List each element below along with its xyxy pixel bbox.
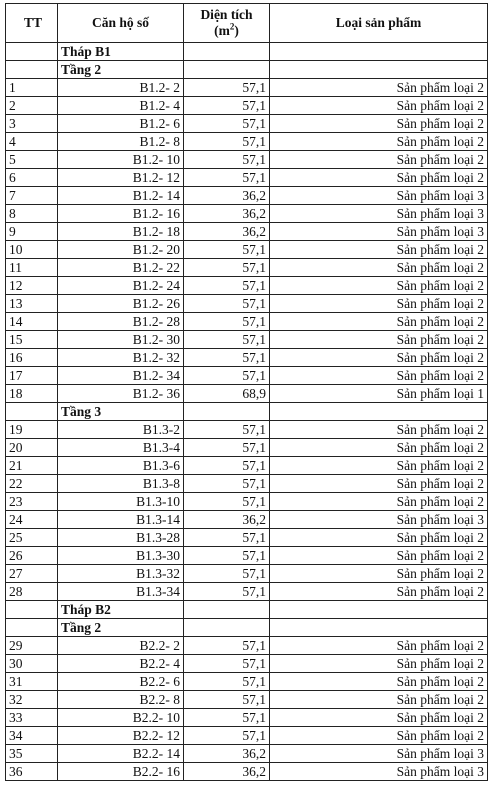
cell-unit: B2.2- 4	[58, 655, 184, 673]
cell-unit: B1.2- 20	[58, 241, 184, 259]
cell-unit: B2.2- 16	[58, 763, 184, 781]
table-row	[6, 511, 488, 529]
cell-area: 57,1	[184, 673, 270, 691]
cell-tt: 18	[6, 385, 58, 403]
cell-area: 57,1	[184, 241, 270, 259]
cell-unit: B1.2- 14	[58, 187, 184, 205]
cell-unit: B2.2- 14	[58, 745, 184, 763]
cell-unit: B1.2- 22	[58, 259, 184, 277]
cell-empty	[6, 61, 58, 79]
table-row	[6, 277, 488, 295]
cell-type: Sản phẩm loại 2	[270, 673, 488, 691]
table-row	[6, 151, 488, 169]
header-area-label: Diện tích	[200, 7, 253, 22]
cell-area: 36,2	[184, 205, 270, 223]
cell-type: Sản phẩm loại 2	[270, 709, 488, 727]
cell-unit: B1.3-34	[58, 583, 184, 601]
cell-tt: 20	[6, 439, 58, 457]
table-row	[6, 673, 488, 691]
cell-empty	[6, 619, 58, 637]
cell-tt: 5	[6, 151, 58, 169]
cell-type: Sản phẩm loại 2	[270, 259, 488, 277]
cell-type: Sản phẩm loại 2	[270, 493, 488, 511]
cell-area: 36,2	[184, 745, 270, 763]
cell-area: 57,1	[184, 313, 270, 331]
table-row	[6, 349, 488, 367]
cell-unit: B1.2- 36	[58, 385, 184, 403]
cell-type: Sản phẩm loại 2	[270, 277, 488, 295]
table-row	[6, 457, 488, 475]
table-row	[6, 169, 488, 187]
table-row	[6, 421, 488, 439]
header-type: Loại sản phẩm	[270, 4, 488, 43]
cell-unit: B1.2- 34	[58, 367, 184, 385]
cell-tt: 9	[6, 223, 58, 241]
cell-type: Sản phẩm loại 3	[270, 763, 488, 781]
cell-type: Sản phẩm loại 2	[270, 583, 488, 601]
cell-tt: 4	[6, 133, 58, 151]
cell-unit: B1.3-6	[58, 457, 184, 475]
floor-label: Tầng 2	[58, 619, 184, 637]
table-row	[6, 295, 488, 313]
cell-unit: B1.2- 8	[58, 133, 184, 151]
cell-area: 57,1	[184, 97, 270, 115]
cell-unit: B1.2- 32	[58, 349, 184, 367]
cell-type: Sản phẩm loại 2	[270, 475, 488, 493]
cell-area: 36,2	[184, 511, 270, 529]
cell-area: 57,1	[184, 151, 270, 169]
cell-area: 57,1	[184, 727, 270, 745]
cell-tt: 7	[6, 187, 58, 205]
cell-unit: B1.3-4	[58, 439, 184, 457]
cell-type: Sản phẩm loại 2	[270, 313, 488, 331]
cell-area: 57,1	[184, 277, 270, 295]
table-row	[6, 763, 488, 781]
table-row	[6, 475, 488, 493]
table-row	[6, 637, 488, 655]
cell-area: 57,1	[184, 709, 270, 727]
header-area-unit-sup: 2	[229, 21, 235, 32]
header-tt: TT	[6, 4, 58, 43]
cell-area: 57,1	[184, 79, 270, 97]
cell-area: 36,2	[184, 187, 270, 205]
cell-area: 36,2	[184, 763, 270, 781]
cell-type: Sản phẩm loại 3	[270, 205, 488, 223]
cell-area: 57,1	[184, 637, 270, 655]
cell-unit: B1.2- 10	[58, 151, 184, 169]
cell-empty	[270, 601, 488, 619]
cell-type: Sản phẩm loại 2	[270, 457, 488, 475]
cell-unit: B1.3-10	[58, 493, 184, 511]
cell-tt: 12	[6, 277, 58, 295]
cell-empty	[270, 403, 488, 421]
table-row	[6, 529, 488, 547]
cell-unit: B2.2- 12	[58, 727, 184, 745]
cell-tt: 28	[6, 583, 58, 601]
cell-unit: B1.2- 24	[58, 277, 184, 295]
header-area-unit-open: (m	[214, 23, 230, 38]
floor-heading-row	[6, 61, 488, 79]
table-row	[6, 655, 488, 673]
table-row	[6, 79, 488, 97]
cell-type: Sản phẩm loại 3	[270, 745, 488, 763]
cell-area: 57,1	[184, 529, 270, 547]
table-row	[6, 547, 488, 565]
cell-area: 57,1	[184, 331, 270, 349]
cell-type: Sản phẩm loại 2	[270, 331, 488, 349]
cell-tt: 8	[6, 205, 58, 223]
table-row	[6, 97, 488, 115]
header-area	[184, 4, 270, 43]
cell-tt: 31	[6, 673, 58, 691]
cell-type: Sản phẩm loại 2	[270, 529, 488, 547]
cell-unit: B1.3-30	[58, 547, 184, 565]
cell-unit: B1.2- 18	[58, 223, 184, 241]
cell-empty	[6, 43, 58, 61]
cell-unit: B1.2- 28	[58, 313, 184, 331]
cell-tt: 26	[6, 547, 58, 565]
cell-tt: 1	[6, 79, 58, 97]
cell-tt: 33	[6, 709, 58, 727]
cell-type: Sản phẩm loại 2	[270, 655, 488, 673]
cell-type: Sản phẩm loại 3	[270, 187, 488, 205]
cell-unit: B1.2- 26	[58, 295, 184, 313]
table-row	[6, 331, 488, 349]
cell-type: Sản phẩm loại 2	[270, 169, 488, 187]
cell-area: 57,1	[184, 421, 270, 439]
header-row	[6, 4, 488, 43]
cell-type: Sản phẩm loại 2	[270, 115, 488, 133]
cell-type: Sản phẩm loại 2	[270, 547, 488, 565]
cell-tt: 17	[6, 367, 58, 385]
cell-empty	[6, 601, 58, 619]
cell-area: 36,2	[184, 223, 270, 241]
cell-tt: 36	[6, 763, 58, 781]
cell-unit: B1.3-28	[58, 529, 184, 547]
floor-heading-row	[6, 619, 488, 637]
cell-type: Sản phẩm loại 2	[270, 727, 488, 745]
cell-empty	[184, 403, 270, 421]
cell-area: 57,1	[184, 295, 270, 313]
cell-tt: 27	[6, 565, 58, 583]
table-row	[6, 241, 488, 259]
table-row	[6, 223, 488, 241]
cell-type: Sản phẩm loại 2	[270, 421, 488, 439]
tower-heading-row	[6, 601, 488, 619]
cell-tt: 19	[6, 421, 58, 439]
cell-unit: B1.2- 30	[58, 331, 184, 349]
cell-type: Sản phẩm loại 2	[270, 565, 488, 583]
cell-unit: B1.3-32	[58, 565, 184, 583]
table-row	[6, 133, 488, 151]
table-header	[6, 4, 488, 43]
tower-label: Tháp B1	[58, 43, 184, 61]
cell-empty	[270, 61, 488, 79]
cell-area: 57,1	[184, 493, 270, 511]
table-row	[6, 385, 488, 403]
cell-area: 57,1	[184, 349, 270, 367]
table-row	[6, 205, 488, 223]
table-body	[6, 43, 488, 781]
table-row	[6, 565, 488, 583]
table-row	[6, 259, 488, 277]
cell-type: Sản phẩm loại 3	[270, 511, 488, 529]
cell-type: Sản phẩm loại 2	[270, 439, 488, 457]
cell-tt: 16	[6, 349, 58, 367]
cell-type: Sản phẩm loại 1	[270, 385, 488, 403]
cell-tt: 25	[6, 529, 58, 547]
table-row	[6, 187, 488, 205]
cell-unit: B2.2- 2	[58, 637, 184, 655]
tower-heading-row	[6, 43, 488, 61]
cell-empty	[6, 403, 58, 421]
cell-tt: 21	[6, 457, 58, 475]
cell-type: Sản phẩm loại 2	[270, 133, 488, 151]
cell-type: Sản phẩm loại 2	[270, 637, 488, 655]
table-row	[6, 493, 488, 511]
cell-tt: 24	[6, 511, 58, 529]
cell-area: 57,1	[184, 691, 270, 709]
cell-empty	[184, 61, 270, 79]
table-row	[6, 313, 488, 331]
cell-tt: 6	[6, 169, 58, 187]
cell-type: Sản phẩm loại 2	[270, 295, 488, 313]
floor-heading-row	[6, 403, 488, 421]
cell-empty	[270, 619, 488, 637]
cell-tt: 13	[6, 295, 58, 313]
cell-unit: B1.2- 4	[58, 97, 184, 115]
table-row	[6, 583, 488, 601]
cell-area: 57,1	[184, 169, 270, 187]
cell-unit: B2.2- 10	[58, 709, 184, 727]
cell-tt: 32	[6, 691, 58, 709]
cell-unit: B1.2- 6	[58, 115, 184, 133]
cell-tt: 14	[6, 313, 58, 331]
cell-area: 57,1	[184, 475, 270, 493]
table-row	[6, 367, 488, 385]
tower-label: Tháp B2	[58, 601, 184, 619]
cell-unit: B1.3-2	[58, 421, 184, 439]
cell-area: 68,9	[184, 385, 270, 403]
cell-empty	[184, 43, 270, 61]
table-row	[6, 745, 488, 763]
cell-tt: 22	[6, 475, 58, 493]
cell-area: 57,1	[184, 439, 270, 457]
cell-type: Sản phẩm loại 2	[270, 97, 488, 115]
cell-tt: 35	[6, 745, 58, 763]
header-area-unit-close: )	[234, 23, 239, 38]
cell-unit: B2.2- 8	[58, 691, 184, 709]
cell-area: 57,1	[184, 565, 270, 583]
cell-unit: B1.2- 2	[58, 79, 184, 97]
floor-label: Tầng 2	[58, 61, 184, 79]
cell-tt: 3	[6, 115, 58, 133]
cell-area: 57,1	[184, 115, 270, 133]
cell-unit: B1.3-8	[58, 475, 184, 493]
cell-tt: 23	[6, 493, 58, 511]
table-row	[6, 727, 488, 745]
cell-type: Sản phẩm loại 3	[270, 223, 488, 241]
cell-area: 57,1	[184, 583, 270, 601]
cell-tt: 10	[6, 241, 58, 259]
cell-area: 57,1	[184, 457, 270, 475]
cell-tt: 29	[6, 637, 58, 655]
cell-tt: 11	[6, 259, 58, 277]
cell-unit: B1.2- 16	[58, 205, 184, 223]
cell-type: Sản phẩm loại 2	[270, 691, 488, 709]
cell-type: Sản phẩm loại 2	[270, 79, 488, 97]
cell-type: Sản phẩm loại 2	[270, 349, 488, 367]
cell-empty	[270, 43, 488, 61]
header-unit: Căn hộ số	[58, 4, 184, 43]
cell-area: 57,1	[184, 367, 270, 385]
cell-empty	[184, 619, 270, 637]
cell-tt: 15	[6, 331, 58, 349]
cell-tt: 30	[6, 655, 58, 673]
cell-tt: 34	[6, 727, 58, 745]
cell-unit: B1.2- 12	[58, 169, 184, 187]
cell-unit: B2.2- 6	[58, 673, 184, 691]
cell-type: Sản phẩm loại 2	[270, 151, 488, 169]
table-row	[6, 439, 488, 457]
cell-unit: B1.3-14	[58, 511, 184, 529]
apartment-table	[5, 3, 488, 781]
cell-area: 57,1	[184, 655, 270, 673]
cell-type: Sản phẩm loại 2	[270, 367, 488, 385]
floor-label: Tầng 3	[58, 403, 184, 421]
cell-area: 57,1	[184, 547, 270, 565]
table-row	[6, 691, 488, 709]
cell-type: Sản phẩm loại 2	[270, 241, 488, 259]
cell-area: 57,1	[184, 259, 270, 277]
table-row	[6, 115, 488, 133]
table-row	[6, 709, 488, 727]
cell-tt: 2	[6, 97, 58, 115]
cell-empty	[184, 601, 270, 619]
cell-area: 57,1	[184, 133, 270, 151]
